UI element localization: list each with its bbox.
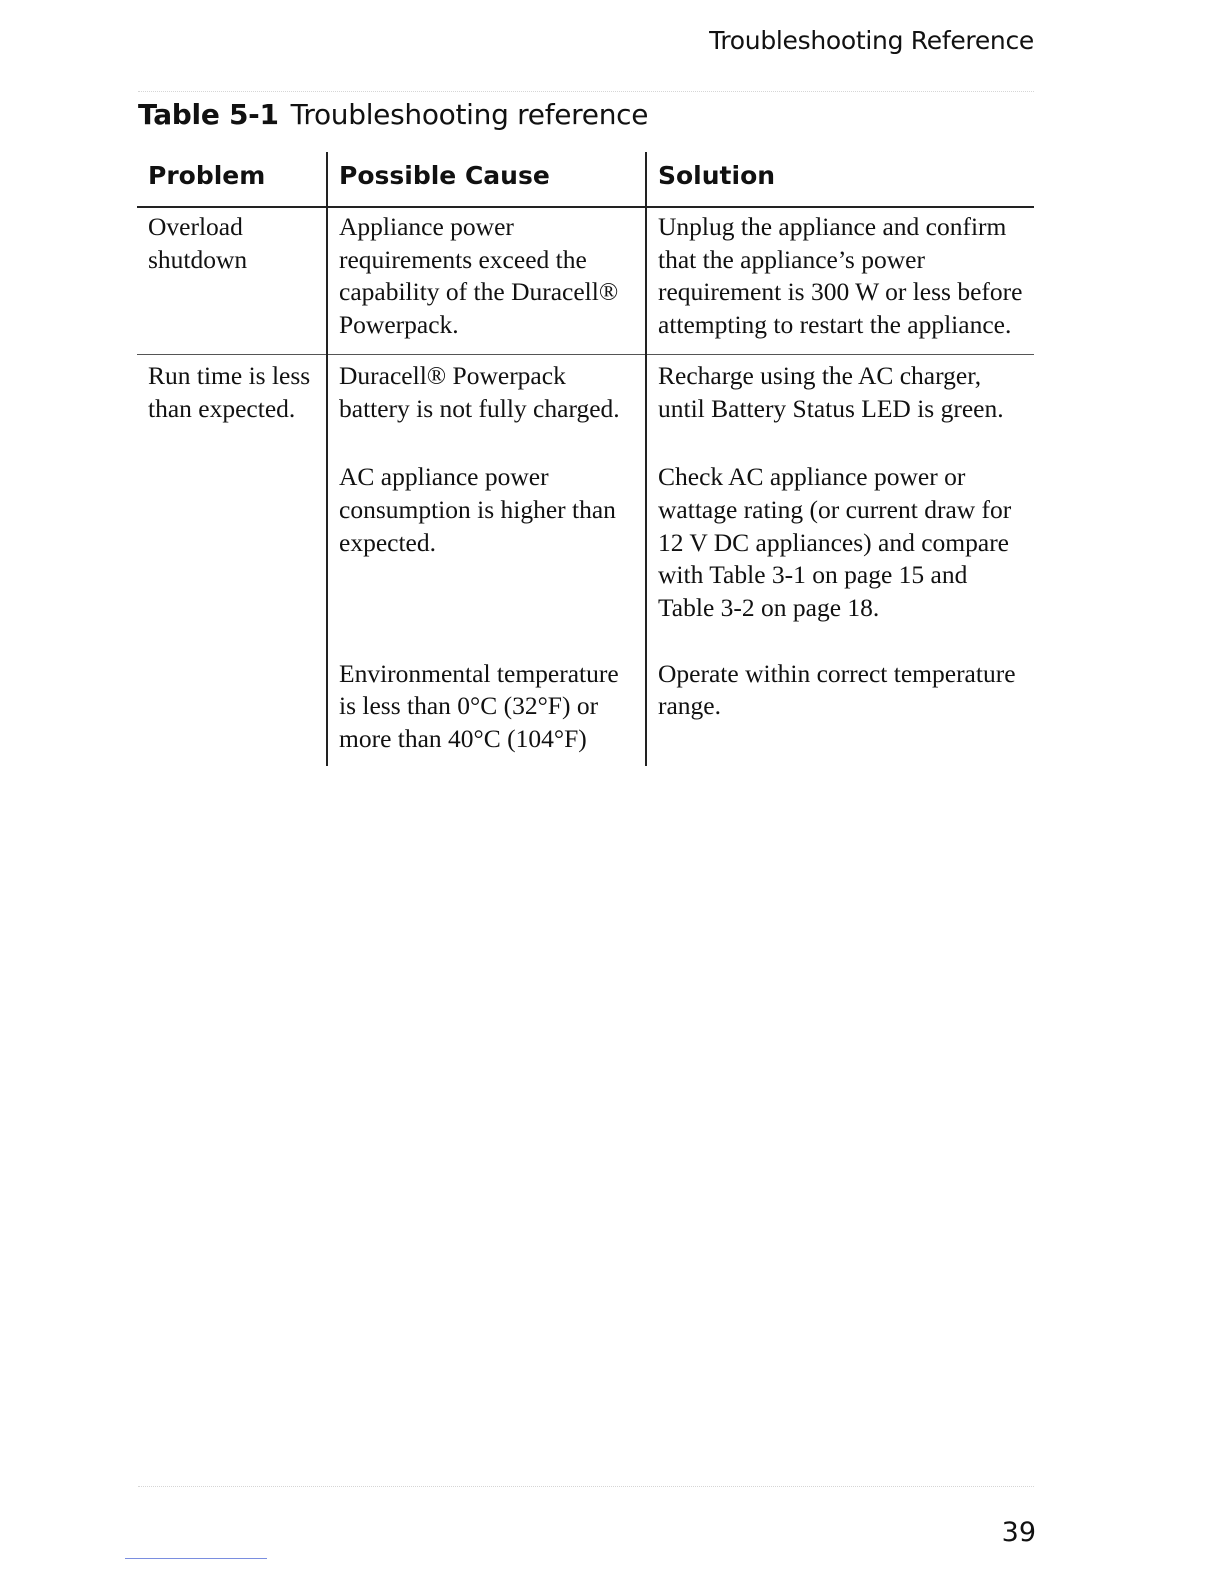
scan-edge-line bbox=[125, 1558, 267, 1559]
column-header-possible-cause: Possible Cause bbox=[327, 152, 646, 207]
table-row bbox=[137, 656, 1034, 766]
running-head: Troubleshooting Reference bbox=[709, 26, 1034, 55]
troubleshooting-table bbox=[137, 152, 1034, 766]
column-header-problem: Problem bbox=[137, 152, 327, 207]
page-number: 39 bbox=[1001, 1517, 1036, 1548]
cell-problem: Run time is less than expected. bbox=[148, 360, 311, 423]
table-caption-number: Table 5-1 bbox=[138, 98, 279, 131]
table-header-row bbox=[137, 152, 1034, 207]
column-header-solution: Solution bbox=[646, 152, 1034, 207]
footer-rule bbox=[138, 1486, 1034, 1487]
cell-cause: AC appliance power consumption is higher than expected. bbox=[327, 456, 646, 656]
table-row bbox=[137, 207, 1034, 354]
table-row bbox=[137, 456, 1034, 656]
cell-solution: Check AC appliance power or wattage rating (or current draw for 12 V DC appliances) and compare with Table 3-1 on page 15 and Table 3-2 on page 18. bbox=[646, 456, 1034, 656]
cell-solution: Unplug the appliance and confirm that the appliance’s power requirement is 300 W or less before attempting to restart the appliance. bbox=[646, 207, 1034, 354]
cell-cause: Duracell® Powerpack battery is not fully charged. bbox=[327, 354, 646, 456]
cell-solution: Operate within correct temperature range. bbox=[646, 656, 1034, 766]
cell-cause: Environmental temperature is less than 0°C (32°F) or more than 40°C (104°F) bbox=[327, 656, 646, 766]
table-caption-title: Troubleshooting reference bbox=[290, 98, 649, 131]
cell-solution: Recharge using the AC charger, until Battery Status LED is green. bbox=[646, 354, 1034, 456]
table-row bbox=[137, 354, 1034, 456]
cell-problem bbox=[137, 656, 327, 766]
header-rule bbox=[138, 91, 1034, 92]
table-caption bbox=[138, 98, 648, 131]
cell-cause: Appliance power requirements exceed the capability of the Duracell® Powerpack. bbox=[327, 207, 646, 354]
cell-problem: Overload shutdown bbox=[137, 207, 327, 354]
cell-problem bbox=[137, 456, 327, 656]
